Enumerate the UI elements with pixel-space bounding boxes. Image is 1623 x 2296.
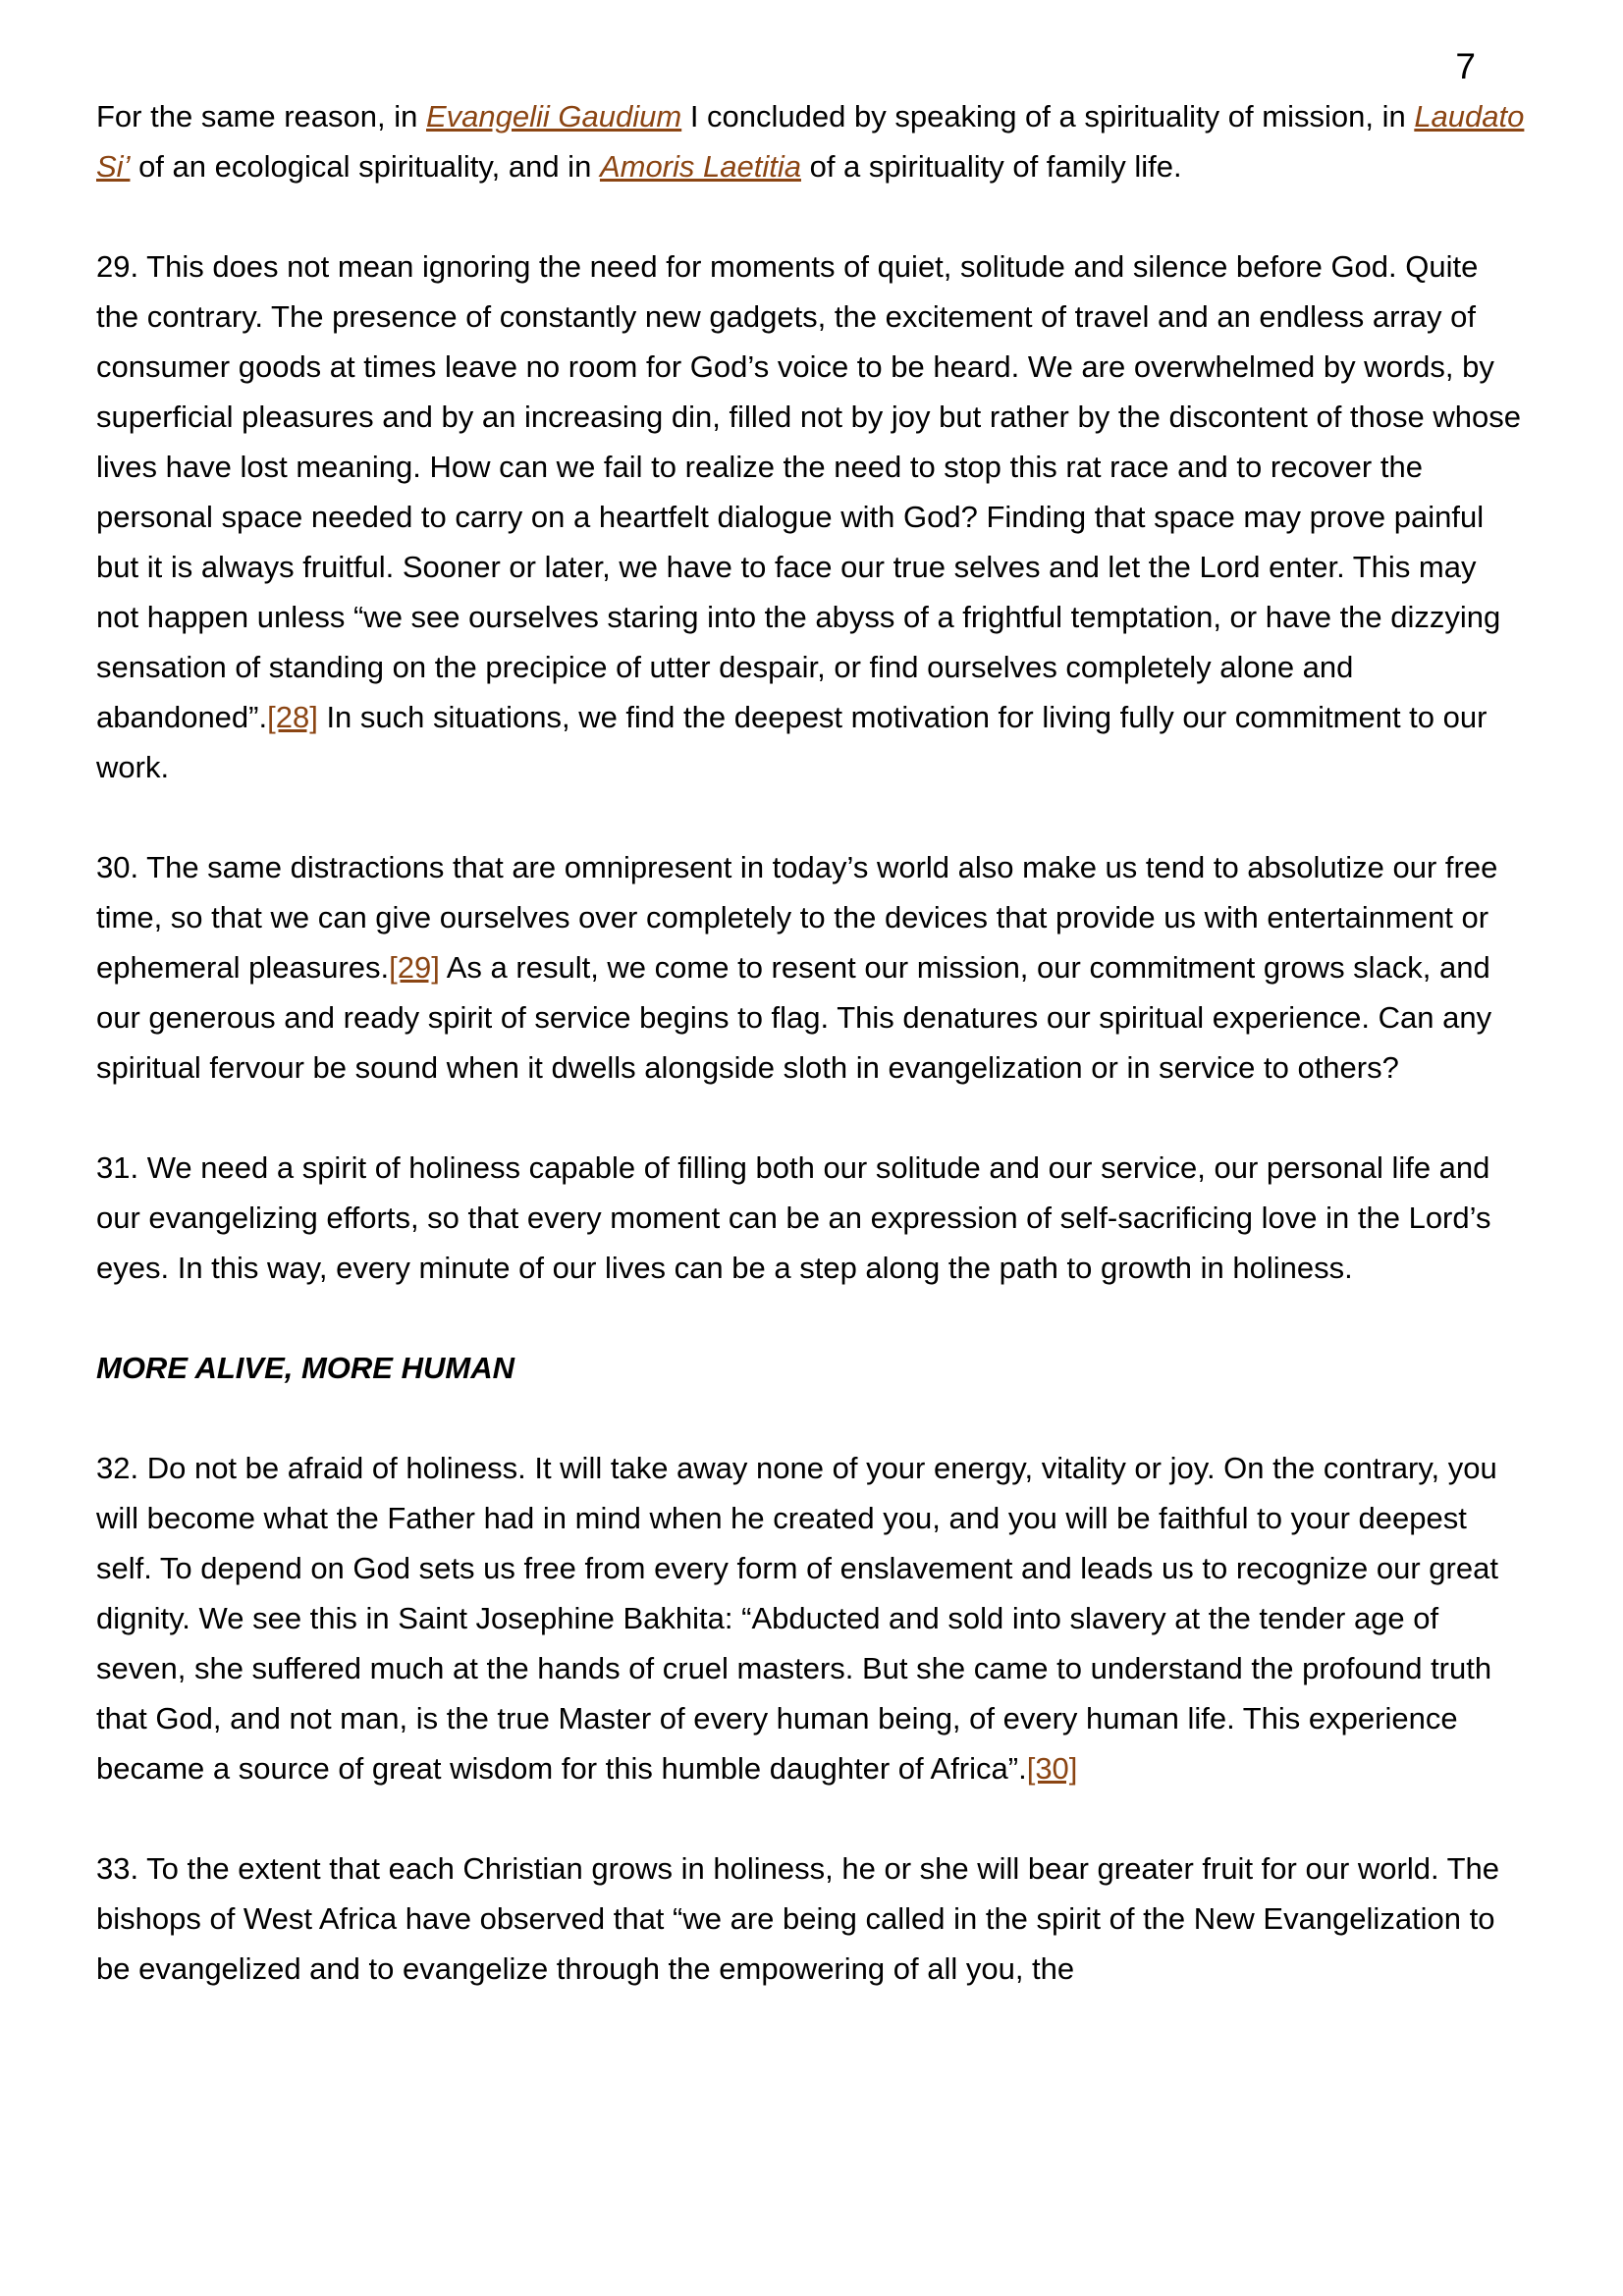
footnote-link[interactable]: [30] xyxy=(1026,1751,1078,1786)
paragraph xyxy=(96,241,1527,792)
text-run: 31. We need a spirit of holiness capable of filling both our solitude and our service, our personal life and our evangelizing efforts, so that every moment can be an expression of self-sacrificing love in the Lord’s eyes. In this way, every minute of our lives can be a step along the path to growth in holiness. xyxy=(96,1150,1491,1285)
document-title-link[interactable]: Amoris Laetitia xyxy=(599,149,801,184)
paragraph xyxy=(96,1143,1527,1293)
text-run: of an ecological spirituality, and in xyxy=(130,149,600,184)
text-run: MORE ALIVE, MORE HUMAN xyxy=(96,1351,514,1385)
text-run: of a spirituality of family life. xyxy=(800,149,1182,184)
paragraph xyxy=(96,91,1527,191)
document-title-link[interactable]: Laudato Si’ xyxy=(96,99,1525,184)
text-run: 30. The same distractions that are omnipresent in today’s world also make us tend to absolutize our free time, so that we can give ourselves over completely to the devices that provide us with entertainment or ephemeral pleasures. xyxy=(96,850,1498,985)
text-run: For the same reason, in xyxy=(96,99,426,133)
paragraph xyxy=(96,1443,1527,1793)
paragraph xyxy=(96,1843,1527,1994)
document-body xyxy=(96,91,1527,1994)
text-run: 33. To the extent that each Christian grows in holiness, he or she will bear greater fruit for our world. The bishops of West Africa have observed that “we are being called in the spirit of the New Evangelization to be evangelized and to evangelize through the empowering of all you, the xyxy=(96,1851,1500,1986)
footnote-link[interactable]: [29] xyxy=(389,950,440,985)
text-run: 29. This does not mean ignoring the need for moments of quiet, solitude and silence before God. Quite the contrary. The presence of constantly new gadgets, the excitement of travel and an endless array of consumer goods at times leave no room for God’s voice to be heard. We are overwhelmed by words, by superficial pleasures and by an increasing din, filled not by joy but rather by the discontent of those whose lives have lost meaning. How can we fail to realize the need to stop this rat race and to recover the personal space needed to carry on a heartfelt dialogue with God? Finding that space may prove painful but it is always fruitful. Sooner or later, we have to face our true selves and let the Lord enter. This may not happen unless “we see ourselves staring into the abyss of a frightful temptation, or have the dizzying sensation of standing on the precipice of utter despair, or find ourselves completely alone and abandoned”. xyxy=(96,249,1521,734)
text-run: I concluded by speaking of a spirituality of mission, in xyxy=(681,99,1415,133)
paragraph xyxy=(96,842,1527,1093)
text-run: As a result, we come to resent our mission, our commitment grows slack, and our generous and ready spirit of service begins to flag. This denatures our spiritual experience. Can any spiritual fervour be sound when it dwells alongside sloth in evangelization or in service to others? xyxy=(96,950,1492,1085)
page-number: 7 xyxy=(1455,46,1476,86)
text-run: 32. Do not be afraid of holiness. It will take away none of your energy, vitality or joy. On the contrary, you will become what the Father had in mind when he created you, and you will be faithful to your deepest self. To depend on God sets us free from every form of enslavement and leads us to recognize our great dignity. We see this in Saint Josephine Bakhita: “Abducted and sold into slavery at the tender age of seven, she suffered much at the hands of cruel masters. But she came to understand the profound truth that God, and not man, is the true Master of every human being, of every human life. This experience became a source of great wisdom for this humble daughter of Africa”. xyxy=(96,1451,1498,1786)
section-heading xyxy=(96,1343,1527,1393)
document-title-link[interactable]: Evangelii Gaudium xyxy=(426,99,682,133)
footnote-link[interactable]: [28] xyxy=(267,700,318,734)
text-run: In such situations, we find the deepest motivation for living fully our commitment to our work. xyxy=(96,700,1488,784)
